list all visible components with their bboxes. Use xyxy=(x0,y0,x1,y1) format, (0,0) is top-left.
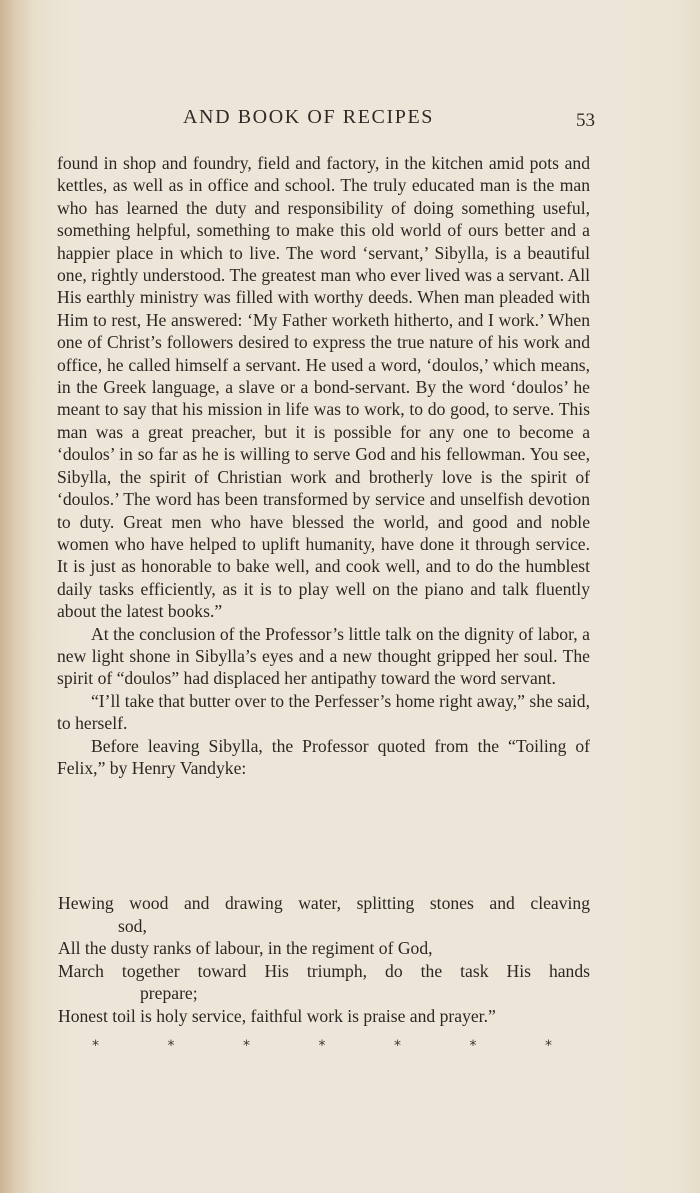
section-break xyxy=(92,1038,552,1054)
poem-line-2: All the dusty ranks of labour, in the regiment of God, xyxy=(58,938,433,959)
poem-line-4: Honest toil is holy service, faithful work is praise and prayer.” xyxy=(58,1005,496,1026)
asterisk: * xyxy=(243,1038,250,1054)
running-head: AND BOOK OF RECIPES xyxy=(183,106,434,128)
poem-line-1-continuation: sod, xyxy=(118,915,147,936)
paragraph-1: found in shop and foundry, field and factory, in the kitchen amid pots and kettles, as well as in office and school. The truly educated man is the man who has learned the duty and responsibility of doing something useful, something helpful, something to make this old world of ours better and a happier place in which to live. The word ‘servant,’ Sibylla, is a beautiful one, rightly understood. The greatest man who ever lived was a servant. All His earthly ministry was filled with worthy deeds. When man pleaded with Him to rest, He answered: ‘My Father worketh hitherto, and I work.’ When one of Christ’s followers desired to express the true nature of his work and office, he called himself a servant. He used a word, ‘doulos,’ which means, in the Greek language, a slave or a bond-servant. By the word ‘doulos’ he meant to say that his mission in life was to work, to do good, to serve. This man was a great preacher, but it is possible for any one to become a ‘doulos’ in so far as he is willing to serve God and his fellowman. You see, Sibylla, the spirit of Christian work and brotherly love is the spirit of ‘doulos.’ The word has been transformed by service and unselfish devotion to duty. Great men who have blessed the world, and good and noble women who have helped to uplift humanity, have done it through service. It is just as honorable to bake well, and cook well, and to do the humblest daily tasks efficiently, as it is to play well on the piano and talk fluently about the latest books.” xyxy=(57,153,590,622)
asterisk: * xyxy=(545,1038,552,1054)
asterisk: * xyxy=(92,1038,99,1054)
poem-line-1: Hewing wood and drawing water, splitting stones and cleaving xyxy=(58,893,590,913)
page-header xyxy=(58,104,595,134)
poem-line-3-continuation: prepare; xyxy=(140,983,198,1004)
asterisk: * xyxy=(167,1038,175,1054)
poem-quote xyxy=(58,892,590,1028)
asterisk: * xyxy=(318,1038,326,1054)
poem-line-3: March together toward His triumph, do the task His hands xyxy=(58,960,590,981)
body-text xyxy=(57,152,590,779)
asterisk: * xyxy=(469,1038,477,1054)
paragraph-4: Before leaving Sibylla, the Professor quoted from the “Toiling of Felix,” by Henry Vandyke: xyxy=(57,735,590,778)
paragraph-2: At the conclusion of the Professor’s little talk on the dignity of labor, a new light shone in Sibylla’s eyes and a new thought gripped her soul. The spirit of “doulos” had displaced her antipathy toward the word servant. xyxy=(57,623,590,689)
asterisk: * xyxy=(394,1038,401,1054)
paragraph-3: “I’ll take that butter over to the Perfesser’s home right away,” she said, to herself. xyxy=(57,690,590,734)
page-number: 53 xyxy=(576,110,595,131)
